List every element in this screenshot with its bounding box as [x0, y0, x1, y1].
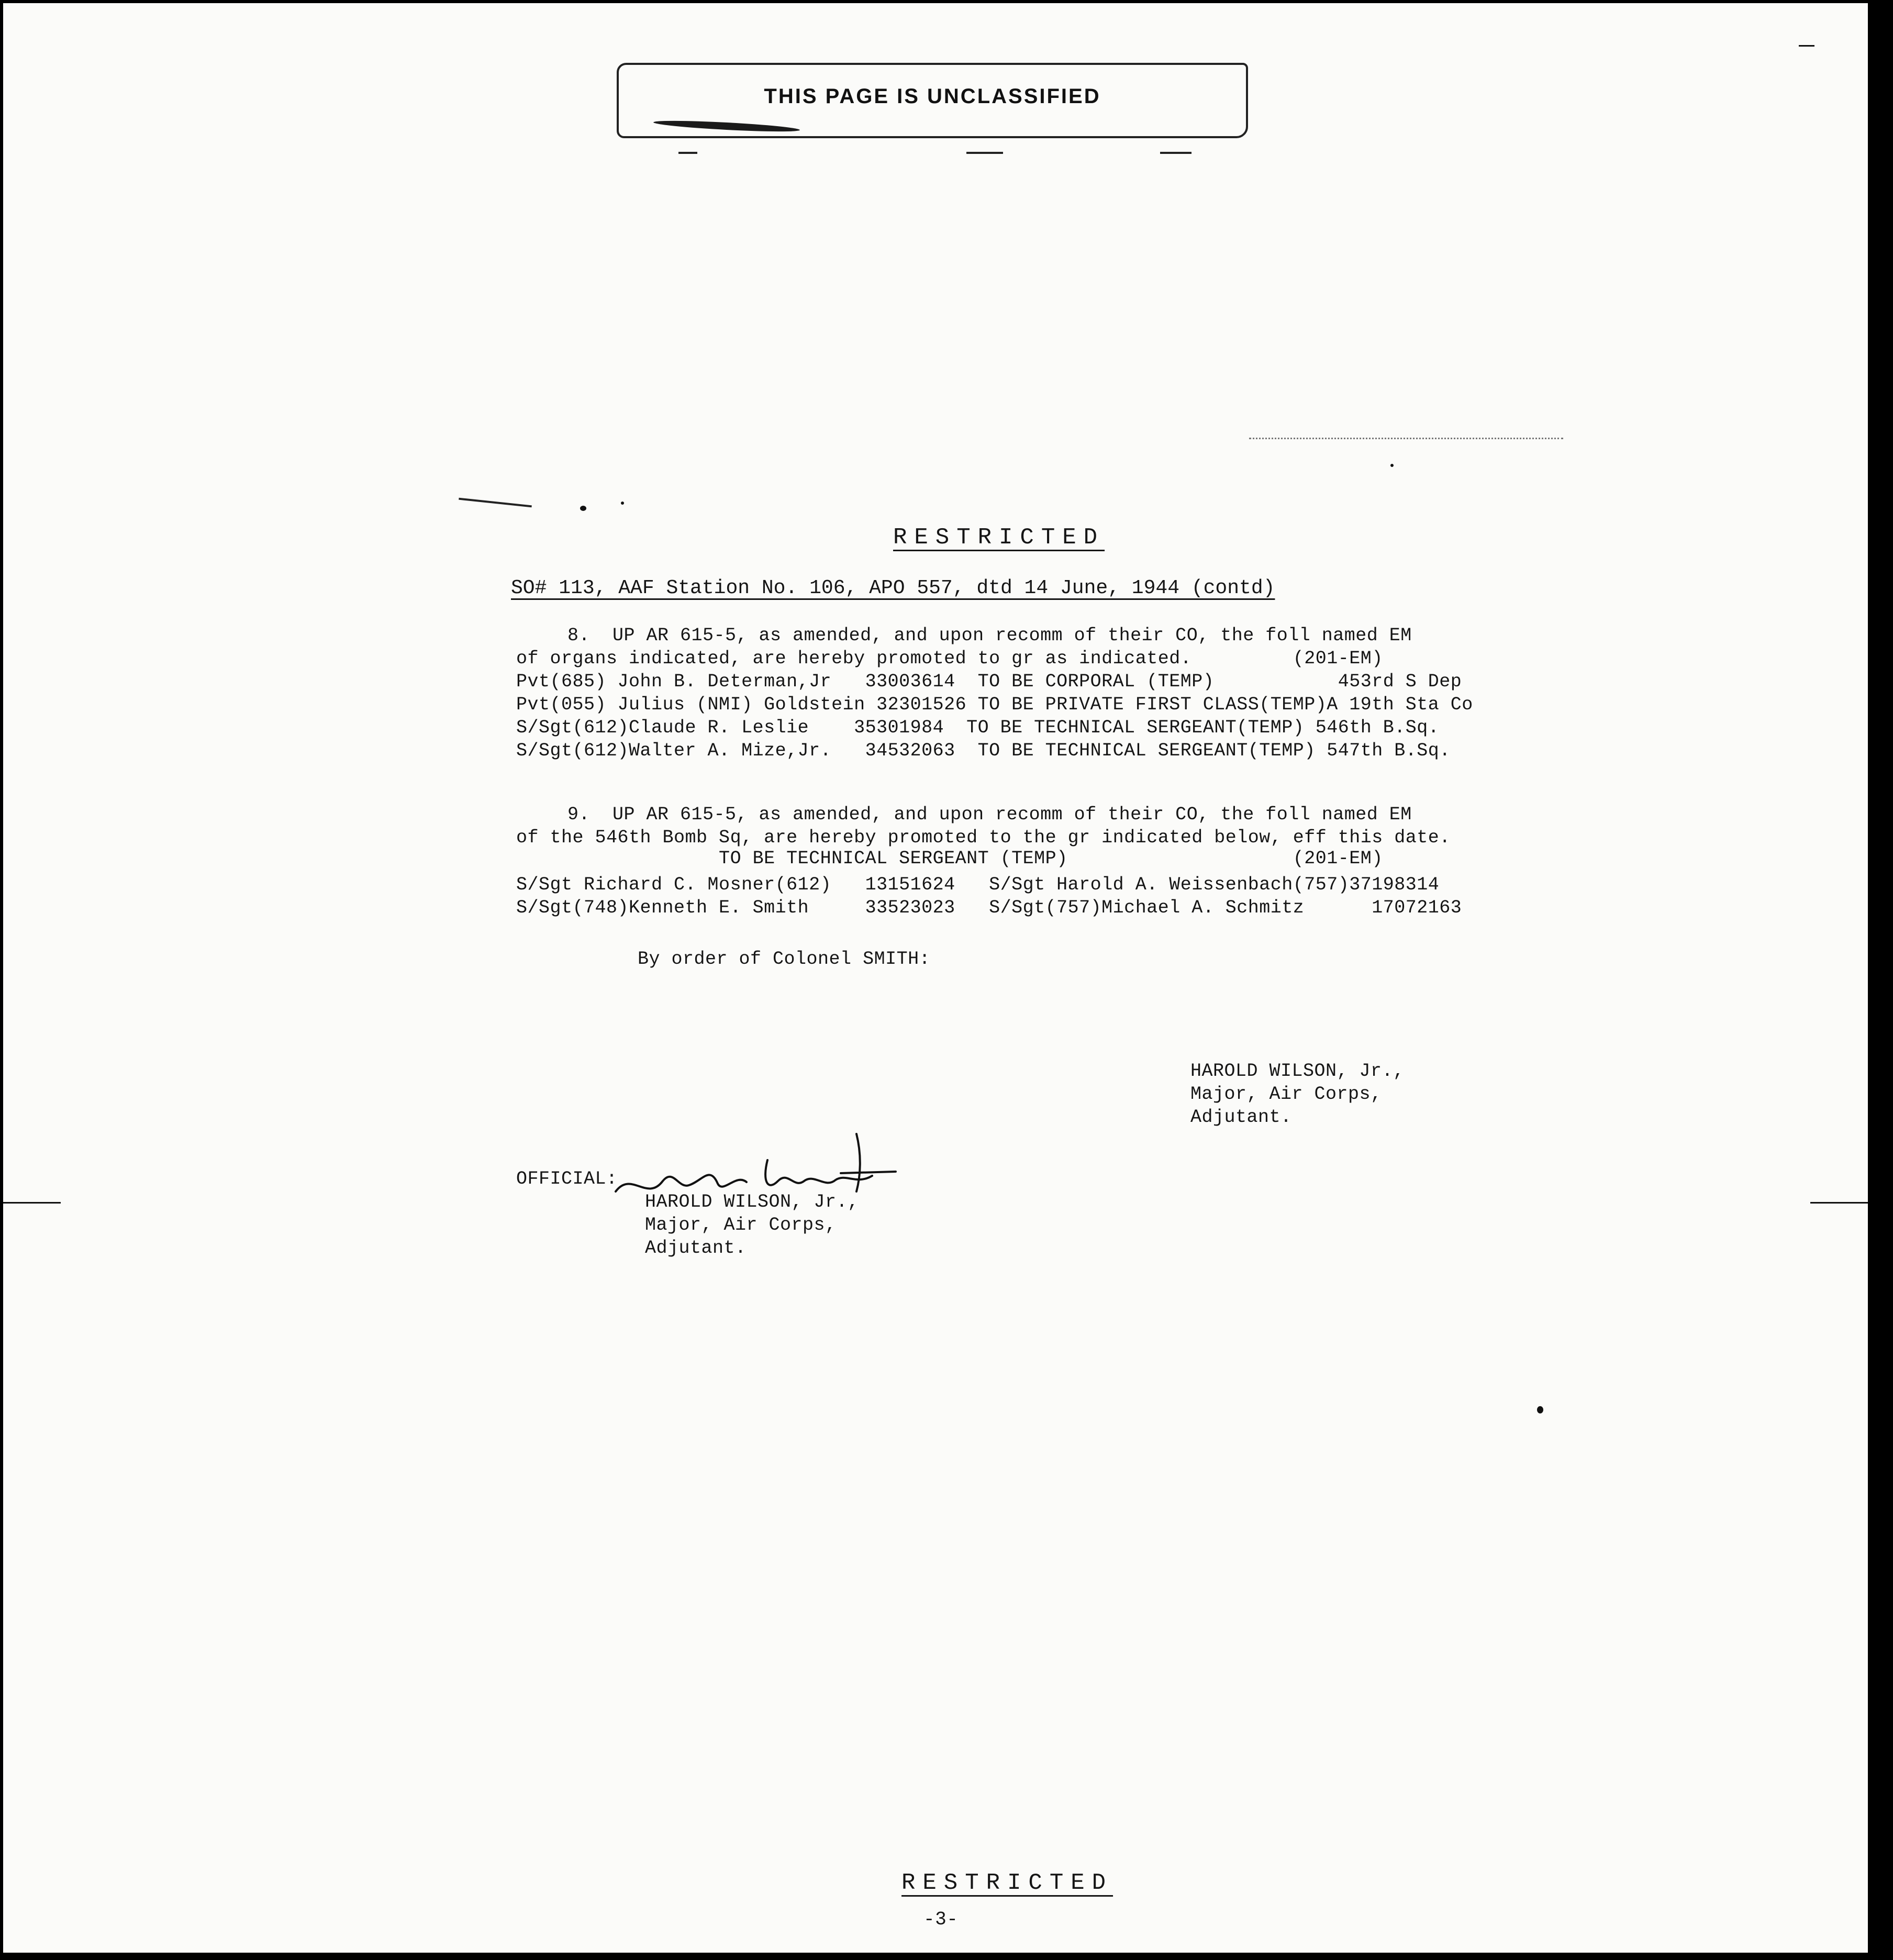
official-rank: Major, Air Corps, [645, 1215, 837, 1235]
paragraph-8-line-2: of organs indicated, are hereby promoted to gr as indicated. (201-EM) [516, 648, 1383, 669]
right-signature-title: Adjutant. [1190, 1107, 1292, 1128]
stamp-dash [678, 152, 697, 154]
order-reference: SO# 113, AAF Station No. 106, APO 557, dtd 14 June, 1944 (contd) [511, 577, 1275, 599]
by-order-line: By order of Colonel SMITH: [638, 949, 931, 970]
scan-edge-mark [3, 1202, 61, 1204]
scan-edge-mark [1810, 1202, 1868, 1204]
stray-mark [459, 498, 532, 508]
page-number: -3- [923, 1909, 959, 1930]
stamp-dash [1160, 152, 1192, 154]
promotion-row: S/Sgt(748)Kenneth E. Smith 33523023 S/Sgt(757)Michael A. Schmitz 17072163 [516, 897, 1462, 918]
official-label: OFFICIAL: [516, 1168, 618, 1189]
official-title: Adjutant. [645, 1238, 747, 1259]
promotion-row: S/Sgt(612)Walter A. Mize,Jr. 34532063 TO BE TECHNICAL SERGEANT(TEMP) 547th B.Sq. [516, 740, 1451, 761]
stray-speck [1537, 1406, 1543, 1413]
promotion-row: Pvt(685) John B. Determan,Jr 33003614 TO BE CORPORAL (TEMP) 453rd S Dep [516, 671, 1462, 692]
right-signature-rank: Major, Air Corps, [1190, 1084, 1382, 1105]
right-signature-name: HAROLD WILSON, Jr., [1190, 1061, 1405, 1082]
scan-edge-mark [1799, 45, 1814, 47]
restricted-header: RESTRICTED [893, 525, 1105, 551]
paragraph-9-line-2: of the 546th Bomb Sq, are hereby promoted to the gr indicated below, eff this date. [516, 827, 1451, 848]
faint-dotted-line [1249, 438, 1563, 439]
paper-sheet [3, 3, 1868, 1953]
restricted-footer: RESTRICTED [901, 1870, 1113, 1896]
promotion-row: S/Sgt Richard C. Mosner(612) 13151624 S/Sgt Harold A. Weissenbach(757)37198314 [516, 874, 1440, 895]
stray-speck [1390, 464, 1394, 467]
stray-speck [621, 502, 624, 505]
promotion-row: Pvt(055) Julius (NMI) Goldstein 32301526 TO BE PRIVATE FIRST CLASS(TEMP)A 19th Sta Co [516, 694, 1473, 715]
stray-speck [580, 506, 586, 511]
paragraph-9-line-3: TO BE TECHNICAL SERGEANT (TEMP) (201-EM) [516, 848, 1383, 869]
paragraph-8-line-1: 8. UP AR 615-5, as amended, and upon recomm of their CO, the foll named EM [567, 625, 1412, 646]
paragraph-9-line-1: 9. UP AR 615-5, as amended, and upon recomm of their CO, the foll named EM [567, 804, 1412, 825]
stamp-dash [966, 152, 1003, 154]
classification-stamp-text: THIS PAGE IS UNCLASSIFIED [764, 85, 1101, 108]
promotion-row: S/Sgt(612)Claude R. Leslie 35301984 TO BE TECHNICAL SERGEANT(TEMP) 546th B.Sq. [516, 717, 1440, 738]
official-name: HAROLD WILSON, Jr., [645, 1191, 859, 1212]
